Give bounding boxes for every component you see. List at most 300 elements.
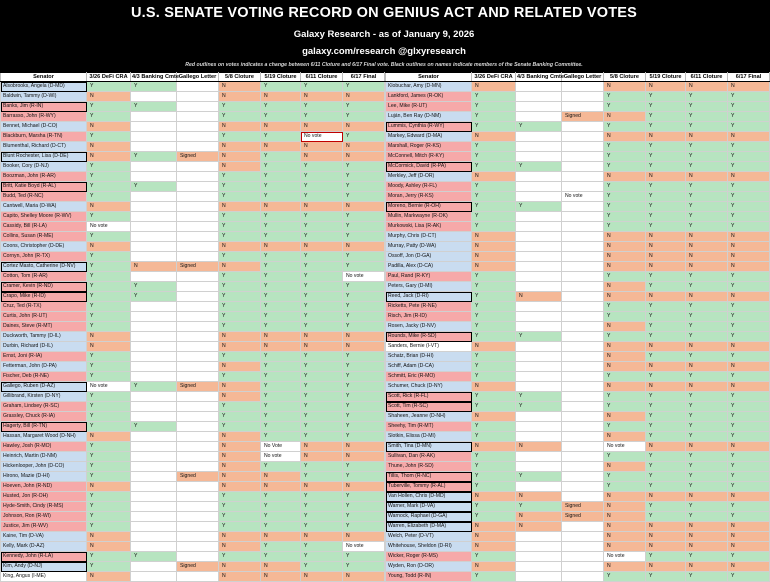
- vote-cell: N: [728, 492, 770, 502]
- senator-name-cell: Welch, Peter (D-VT): [386, 532, 472, 542]
- vote-cell: Y: [686, 572, 728, 582]
- vote-cell: N: [604, 132, 646, 142]
- vote-cell: [177, 172, 219, 182]
- vote-cell: Y: [343, 182, 385, 192]
- table-row: [386, 352, 770, 362]
- senator-name-cell: Boozman, John (R-AR): [1, 172, 87, 182]
- vote-cell: N: [604, 292, 646, 302]
- vote-cell: [131, 252, 177, 262]
- senator-name-cell: Paul, Rand (R-KY): [386, 272, 472, 282]
- vote-cell: Y: [472, 312, 516, 322]
- senator-name-cell: Murphy, Chris (D-CT): [386, 232, 472, 242]
- vote-cell: [131, 412, 177, 422]
- vote-cell: N: [472, 562, 516, 572]
- vote-cell: N: [87, 92, 131, 102]
- table-row: [386, 152, 770, 162]
- vote-cell: [562, 462, 604, 472]
- table-row: [386, 502, 770, 512]
- vote-cell: N: [516, 512, 562, 522]
- vote-cell: [131, 112, 177, 122]
- vote-cell: N: [604, 382, 646, 392]
- vote-cell: [516, 92, 562, 102]
- vote-cell: [562, 242, 604, 252]
- vote-cell: Y: [686, 472, 728, 482]
- vote-cell: Signed: [177, 472, 219, 482]
- vote-cell: [177, 232, 219, 242]
- vote-cell: Y: [604, 452, 646, 462]
- vote-cell: N: [87, 482, 131, 492]
- vote-cell: Y: [728, 502, 770, 512]
- vote-cell: N: [646, 292, 686, 302]
- vote-cell: [177, 92, 219, 102]
- vote-cell: Y: [604, 102, 646, 112]
- vote-cell: Y: [261, 542, 301, 552]
- senator-name-cell: Collins, Susan (R-ME): [1, 232, 87, 242]
- vote-cell: Y: [261, 252, 301, 262]
- vote-cell: Y: [686, 462, 728, 472]
- table-row: [1, 542, 385, 552]
- vote-cell: [562, 372, 604, 382]
- vote-cell: Y: [604, 472, 646, 482]
- vote-cell: Y: [219, 502, 261, 512]
- vote-cell: Y: [516, 162, 562, 172]
- vote-cell: N: [472, 132, 516, 142]
- vote-cell: [131, 472, 177, 482]
- vote-cell: [562, 202, 604, 212]
- vote-cell: Y: [261, 522, 301, 532]
- table-row: [386, 172, 770, 182]
- column-header-right-0: Senator: [386, 73, 472, 82]
- vote-cell: Y: [686, 322, 728, 332]
- vote-cell: [131, 402, 177, 412]
- senator-name-cell: Budd, Ted (R-NC): [1, 192, 87, 202]
- table-row: [386, 192, 770, 202]
- vote-cell: Y: [261, 222, 301, 232]
- vote-cell: Y: [604, 402, 646, 412]
- vote-cell: [131, 142, 177, 152]
- vote-cell: Y: [219, 302, 261, 312]
- vote-cell: [516, 182, 562, 192]
- vote-cell: Y: [131, 102, 177, 112]
- table-row: [1, 262, 385, 272]
- senator-name-cell: Grassley, Chuck (R-IA): [1, 412, 87, 422]
- vote-cell: Y: [261, 112, 301, 122]
- vote-cell: Y: [646, 312, 686, 322]
- vote-cell: Y: [646, 302, 686, 312]
- senator-name-cell: Warner, Mark (D-VA): [386, 502, 472, 512]
- vote-cell: N: [728, 252, 770, 262]
- vote-cell: Y: [301, 432, 343, 442]
- vote-cell: Y: [219, 422, 261, 432]
- vote-cell: [131, 452, 177, 462]
- table-row: [386, 392, 770, 402]
- vote-cell: Y: [87, 172, 131, 182]
- vote-cell: Y: [131, 552, 177, 562]
- senator-name-cell: King, Angus (I-ME): [1, 572, 87, 582]
- vote-cell: [131, 512, 177, 522]
- vote-cell: Y: [87, 562, 131, 572]
- vote-cell: [516, 232, 562, 242]
- vote-cell: [131, 492, 177, 502]
- vote-cell: [131, 392, 177, 402]
- vote-cell: N: [219, 142, 261, 152]
- table-row: [386, 512, 770, 522]
- vote-cell: Y: [646, 472, 686, 482]
- vote-cell: [131, 372, 177, 382]
- vote-cell: Y: [728, 412, 770, 422]
- senator-name-cell: McCormick, David (R-PA): [386, 162, 472, 172]
- vote-cell: Y: [686, 482, 728, 492]
- vote-cell: N: [219, 92, 261, 102]
- vote-cell: Y: [646, 92, 686, 102]
- vote-cell: N: [472, 82, 516, 92]
- vote-cell: Signed: [177, 562, 219, 572]
- vote-cell: N: [87, 332, 131, 342]
- vote-cell: N: [728, 342, 770, 352]
- senator-name-cell: Cassidy, Bill (R-LA): [1, 222, 87, 232]
- vote-cell: No vote: [87, 222, 131, 232]
- vote-cell: [562, 552, 604, 562]
- vote-cell: Y: [87, 212, 131, 222]
- vote-cell: Y: [728, 372, 770, 382]
- vote-cell: [131, 322, 177, 332]
- vote-cell: N: [686, 342, 728, 352]
- table-row: [386, 142, 770, 152]
- vote-cell: Y: [646, 502, 686, 512]
- senator-name-cell: Kaine, Tim (D-VA): [1, 532, 87, 542]
- vote-cell: [177, 252, 219, 262]
- senator-name-cell: Hickenlooper, John (D-CO): [1, 462, 87, 472]
- vote-cell: [177, 412, 219, 422]
- vote-cell: Y: [646, 372, 686, 382]
- vote-cell: [562, 392, 604, 402]
- vote-cell: N: [219, 152, 261, 162]
- vote-cell: N: [219, 162, 261, 172]
- vote-cell: Y: [219, 522, 261, 532]
- vote-cell: Y: [728, 152, 770, 162]
- vote-cell: Y: [261, 362, 301, 372]
- vote-cell: Y: [343, 282, 385, 292]
- vote-cell: N: [728, 562, 770, 572]
- column-header-right-4: 5/8 Cloture: [604, 73, 646, 82]
- vote-cell: Y: [87, 372, 131, 382]
- table-row: [1, 372, 385, 382]
- vote-cell: Y: [728, 392, 770, 402]
- table-row: [1, 492, 385, 502]
- vote-cell: Y: [261, 412, 301, 422]
- vote-cell: Y: [728, 332, 770, 342]
- vote-cell: N: [646, 242, 686, 252]
- vote-cell: N: [87, 572, 131, 582]
- vote-cell: [131, 362, 177, 372]
- column-header-right-7: 6/17 Final: [728, 73, 770, 82]
- vote-cell: Y: [87, 132, 131, 142]
- vote-cell: [516, 222, 562, 232]
- vote-cell: N: [604, 352, 646, 362]
- table-row: [1, 402, 385, 412]
- vote-cell: Y: [343, 252, 385, 262]
- vote-cell: Y: [87, 462, 131, 472]
- vote-cell: Y: [472, 322, 516, 332]
- vote-cell: Y: [686, 282, 728, 292]
- table-row: [1, 572, 385, 582]
- vote-cell: Y: [516, 502, 562, 512]
- vote-cell: Y: [343, 552, 385, 562]
- vote-cell: [177, 422, 219, 432]
- senator-name-cell: Sheehy, Tim (R-MT): [386, 422, 472, 432]
- vote-cell: [177, 502, 219, 512]
- vote-cell: [131, 502, 177, 512]
- table-row: [386, 92, 770, 102]
- vote-cell: [177, 542, 219, 552]
- vote-cell: Y: [472, 212, 516, 222]
- vote-cell: N: [472, 172, 516, 182]
- vote-cell: [562, 322, 604, 332]
- vote-cell: N: [87, 432, 131, 442]
- vote-cell: N: [604, 172, 646, 182]
- vote-cell: [516, 362, 562, 372]
- vote-cell: [516, 252, 562, 262]
- vote-cell: Y: [728, 142, 770, 152]
- senator-name-cell: Hassan, Margaret Wood (D-NH): [1, 432, 87, 442]
- vote-cell: No vote: [87, 382, 131, 392]
- vote-cell: [177, 372, 219, 382]
- vote-cell: Y: [261, 232, 301, 242]
- senator-name-cell: Young, Todd (R-IN): [386, 572, 472, 582]
- vote-cell: Y: [472, 462, 516, 472]
- senator-name-cell: Shaheen, Jeanne (D-NH): [386, 412, 472, 422]
- vote-cell: [177, 362, 219, 372]
- vote-cell: [177, 552, 219, 562]
- table-row: [386, 492, 770, 502]
- vote-cell: Y: [87, 252, 131, 262]
- vote-cell: N: [728, 542, 770, 552]
- vote-cell: N: [604, 82, 646, 92]
- table-row: [1, 232, 385, 242]
- vote-cell: Y: [646, 512, 686, 522]
- table-row: [1, 332, 385, 342]
- senator-name-cell: Curtis, John (R-UT): [1, 312, 87, 322]
- senator-name-cell: Schumer, Chuck (D-NY): [386, 382, 472, 392]
- vote-cell: N: [604, 512, 646, 522]
- vote-cell: Y: [604, 122, 646, 132]
- senator-name-cell: Hyde-Smith, Cindy (R-MS): [1, 502, 87, 512]
- vote-cell: Y: [728, 272, 770, 282]
- senator-name-cell: Wyden, Ron (D-OR): [386, 562, 472, 572]
- vote-cell: [562, 142, 604, 152]
- vote-cell: Y: [686, 102, 728, 112]
- vote-cell: Y: [604, 422, 646, 432]
- vote-cell: N: [219, 472, 261, 482]
- vote-cell: Y: [87, 362, 131, 372]
- vote-cell: Y: [686, 222, 728, 232]
- voting-table-left: [0, 72, 385, 582]
- vote-cell: Y: [87, 352, 131, 362]
- vote-cell: Y: [343, 422, 385, 432]
- vote-cell: Y: [261, 262, 301, 272]
- vote-cell: Y: [472, 112, 516, 122]
- vote-cell: [177, 282, 219, 292]
- vote-cell: Y: [686, 142, 728, 152]
- vote-cell: Y: [219, 212, 261, 222]
- senator-name-cell: Duckworth, Tammy (D-IL): [1, 332, 87, 342]
- senator-name-cell: Mullin, Markwayne (R-OK): [386, 212, 472, 222]
- senator-name-cell: Kelly, Mark (D-AZ): [1, 542, 87, 552]
- vote-cell: N: [219, 82, 261, 92]
- table-body-left: [1, 82, 385, 582]
- vote-cell: Y: [131, 382, 177, 392]
- vote-cell: [131, 92, 177, 102]
- vote-cell: Signed: [562, 502, 604, 512]
- vote-cell: [562, 472, 604, 482]
- vote-cell: [177, 302, 219, 312]
- vote-cell: Y: [686, 332, 728, 342]
- vote-cell: N: [343, 572, 385, 582]
- senator-name-cell: Rosen, Jacky (D-NV): [386, 322, 472, 332]
- vote-cell: N: [728, 292, 770, 302]
- vote-cell: Y: [87, 412, 131, 422]
- vote-cell: Y: [343, 102, 385, 112]
- vote-cell: N: [472, 342, 516, 352]
- vote-cell: [562, 442, 604, 452]
- vote-cell: Y: [472, 282, 516, 292]
- vote-cell: Y: [472, 332, 516, 342]
- vote-cell: Y: [728, 202, 770, 212]
- vote-cell: Y: [87, 422, 131, 432]
- report-subtitle: Galaxy Research - as of January 9, 2026: [293, 29, 475, 40]
- vote-cell: [177, 182, 219, 192]
- vote-cell: [562, 562, 604, 572]
- vote-cell: N: [686, 252, 728, 262]
- senator-name-cell: Durbin, Richard (D-IL): [1, 342, 87, 352]
- table-row: [386, 562, 770, 572]
- senator-name-cell: Hagerty, Bill (R-TN): [1, 422, 87, 432]
- vote-cell: Y: [686, 412, 728, 422]
- vote-cell: N: [646, 172, 686, 182]
- vote-cell: [562, 162, 604, 172]
- senator-name-cell: Cruz, Ted (R-TX): [1, 302, 87, 312]
- senator-name-cell: Van Hollen, Chris (D-MD): [386, 492, 472, 502]
- vote-cell: Y: [472, 162, 516, 172]
- table-row: [386, 472, 770, 482]
- vote-cell: N: [604, 462, 646, 472]
- vote-cell: [516, 112, 562, 122]
- vote-cell: Y: [604, 482, 646, 492]
- vote-cell: [562, 542, 604, 552]
- senator-name-cell: Bennet, Michael (D-CO): [1, 122, 87, 132]
- vote-cell: [131, 442, 177, 452]
- vote-cell: Y: [516, 392, 562, 402]
- vote-cell: No Vote: [261, 442, 301, 452]
- column-header-left-5: 5/19 Cloture: [261, 73, 301, 82]
- vote-cell: [516, 102, 562, 112]
- vote-cell: N: [646, 492, 686, 502]
- vote-cell: Y: [301, 82, 343, 92]
- vote-cell: [516, 352, 562, 362]
- table-row: [1, 322, 385, 332]
- vote-cell: Y: [472, 472, 516, 482]
- vote-cell: N: [301, 202, 343, 212]
- vote-cell: [177, 512, 219, 522]
- vote-cell: [562, 492, 604, 502]
- vote-cell: [562, 452, 604, 462]
- vote-cell: Y: [686, 502, 728, 512]
- vote-cell: N: [686, 262, 728, 272]
- vote-cell: N: [646, 542, 686, 552]
- vote-cell: Y: [219, 492, 261, 502]
- vote-cell: [516, 132, 562, 142]
- vote-cell: Y: [686, 352, 728, 362]
- vote-cell: Y: [472, 372, 516, 382]
- table-row: [386, 272, 770, 282]
- senator-name-cell: Tillis, Thom (R-NC): [386, 472, 472, 482]
- vote-cell: Y: [301, 522, 343, 532]
- senator-name-cell: Cornyn, John (R-TX): [1, 252, 87, 262]
- senator-name-cell: Gillibrand, Kirsten (D-NY): [1, 392, 87, 402]
- vote-cell: Y: [131, 422, 177, 432]
- senator-name-cell: Schiff, Adam (D-CA): [386, 362, 472, 372]
- vote-cell: Y: [343, 312, 385, 322]
- vote-cell: [516, 272, 562, 282]
- vote-cell: Y: [604, 372, 646, 382]
- vote-cell: [562, 572, 604, 582]
- vote-cell: Y: [261, 422, 301, 432]
- vote-cell: N: [301, 572, 343, 582]
- vote-cell: Y: [301, 112, 343, 122]
- senator-name-cell: Lankford, James (R-OK): [386, 92, 472, 102]
- senator-name-cell: Moran, Jerry (R-KS): [386, 192, 472, 202]
- vote-cell: Y: [87, 442, 131, 452]
- senator-name-cell: Rounds, Mike (R-SD): [386, 332, 472, 342]
- vote-cell: [177, 212, 219, 222]
- vote-cell: [131, 212, 177, 222]
- vote-cell: [131, 132, 177, 142]
- table-row: [1, 482, 385, 492]
- table-row: [1, 242, 385, 252]
- table-row: [386, 442, 770, 452]
- vote-cell: [131, 462, 177, 472]
- senator-name-cell: Markey, Edward (D-MA): [386, 132, 472, 142]
- vote-cell: Y: [87, 302, 131, 312]
- vote-cell: [562, 422, 604, 432]
- vote-cell: Y: [261, 372, 301, 382]
- vote-cell: N: [301, 122, 343, 132]
- column-header-left-1: 3/26 DeFi CRA: [87, 73, 131, 82]
- vote-cell: Y: [343, 302, 385, 312]
- vote-cell: [177, 342, 219, 352]
- table-row: [1, 472, 385, 482]
- vote-cell: Y: [219, 282, 261, 292]
- senator-name-cell: Wicker, Roger (R-MS): [386, 552, 472, 562]
- vote-cell: N: [219, 532, 261, 542]
- vote-cell: Y: [301, 542, 343, 552]
- vote-cell: [131, 562, 177, 572]
- vote-cell: Y: [87, 552, 131, 562]
- vote-cell: [516, 282, 562, 292]
- vote-cell: Y: [261, 192, 301, 202]
- vote-cell: N: [604, 432, 646, 442]
- vote-cell: N: [728, 522, 770, 532]
- vote-cell: N: [219, 432, 261, 442]
- vote-cell: N: [604, 242, 646, 252]
- vote-cell: Y: [604, 162, 646, 172]
- vote-cell: Y: [301, 162, 343, 172]
- vote-cell: Y: [604, 302, 646, 312]
- vote-cell: Y: [219, 552, 261, 562]
- table-row: [386, 552, 770, 562]
- vote-cell: [131, 572, 177, 582]
- vote-cell: [177, 292, 219, 302]
